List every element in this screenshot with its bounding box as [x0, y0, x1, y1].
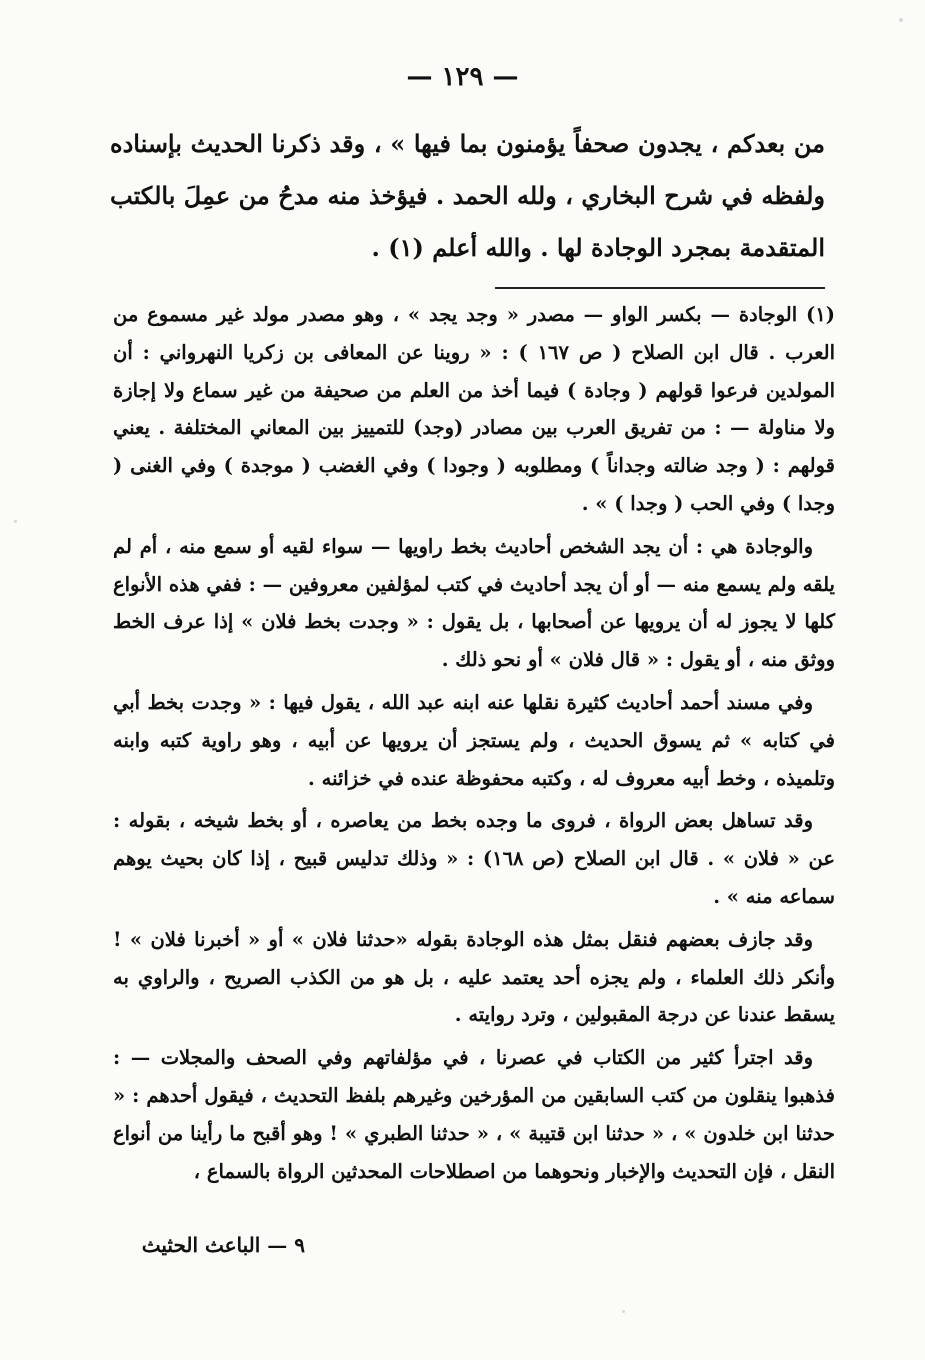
page-number: — ١٢٩ —	[406, 62, 519, 92]
footnote-paragraph: وقد جازف بعضهم فنقل بمثل هذه الوجادة بقوله «حدثنا فلان » أو « أخبرنا فلان » ! وأنكر ذلك العلماء ، ولم يجزه أحد يعتمد عليه ، بل هو من الكذب الصريح ، والراوي به يسقط عندنا عن درجة المقبولين ، وترد روايته .	[113, 927, 835, 1027]
footnote-paragraph: وفي مسند أحمد أحاديث كثيرة نقلها عنه ابنه عبد الله ، يقول فيها : « وجدت بخط أبي في كتابه » ثم يسوق الحديث ، ولم يستجز أن يرويها عن أبيه ، وهو راوية كتبه وابنه وتلميذه ، وخط أبيه معروف له ، وكتبه محفوظة عنده في خزائنه .	[113, 690, 835, 790]
footnote-paragraph: والوجادة هي : أن يجد الشخص أحاديث بخط راويها — سواء لقيه أو سمع منه ، أم لم يلقه ولم يسمع منه — أو أن يجد أحاديث في كتب لمؤلفين معروفين — : ففي هذه الأنواع كلها لا يجوز له أن يرويها عن أصحابها ، بل يقول : « وجدت بخط فلان » إذا عرف الخط ووثق منه ، أو يقول : « قال فلان » أو نحو ذلك .	[113, 534, 835, 672]
footnote-paragraph: وقد اجترأ كثير من الكتاب في عصرنا ، في مؤلفاتهم وفي الصحف والمجلات — : فذهبوا ينقلون من كتب السابقين من المؤرخين وغيرهم بلفظ التحديث ، فيقول أحدهم : « حدثنا ابن خلدون » ، « حدثنا ابن قتيبة » ، « حدثنا الطبري » ! وهو أقبح ما رأينا من أنواع النقل ، فإن التحديث والإخبار ونحوهما من اصطلاحات المحدثين الرواة بالسماع ،	[113, 1046, 835, 1183]
book-signature: ٩ — الباعث الحثيث	[141, 1233, 305, 1257]
footnote-definition: (١) الوجادة — بكسر الواو — مصدر « وجد يجد » ، وهو مصدر مولد غير مسموع من العرب . قال ابن الصلاح ( ص ١٦٧ ) : « روينا عن المعافى بن زكريا النهرواني : أن المولدين فرعوا قولهم ( وجادة ) فيما أخذ من العلم من صحيفة من غير سماع ولا إجازة ولا مناولة — : من تفريق العرب بين مصادر (وجد) للتمييز بين المعاني المختلفة . يعني قولهم : ( وجد ضالته وجداناً ) ومطلوبه ( وجودا ) وفي الغضب ( موجدة ) وفي الغنى ( وجدا ) وفي الحب ( وجدا ) » .	[113, 303, 836, 515]
scan-speck	[622, 1310, 625, 1313]
footnote-paragraph: وقد تساهل بعض الرواة ، فروى ما وجده بخط من يعاصره ، أو بخط شيخه ، بقوله : عن « فلان » . قال ابن الصلاح (ص ١٦٨) : « وذلك تدليس قبيح ، إذا كان بحيث يوهم سماعه منه » .	[113, 809, 836, 908]
footnotes-section	[113, 296, 835, 1195]
footnote-divider	[495, 287, 825, 289]
scan-speck	[899, 18, 903, 22]
main-paragraph: من بعدكم ، يجدون صحفاً يؤمنون بما فيها » ، وقد ذكرنا الحديث بإسناده ولفظه في شرح البخاري ، ولله الحمد . فيؤخذ منه مدحُ من عمِلَ بالكتب المتقدمة بمجرد الوجادة لها . والله أعلم (١) .	[110, 129, 825, 262]
scan-speck	[14, 520, 17, 523]
